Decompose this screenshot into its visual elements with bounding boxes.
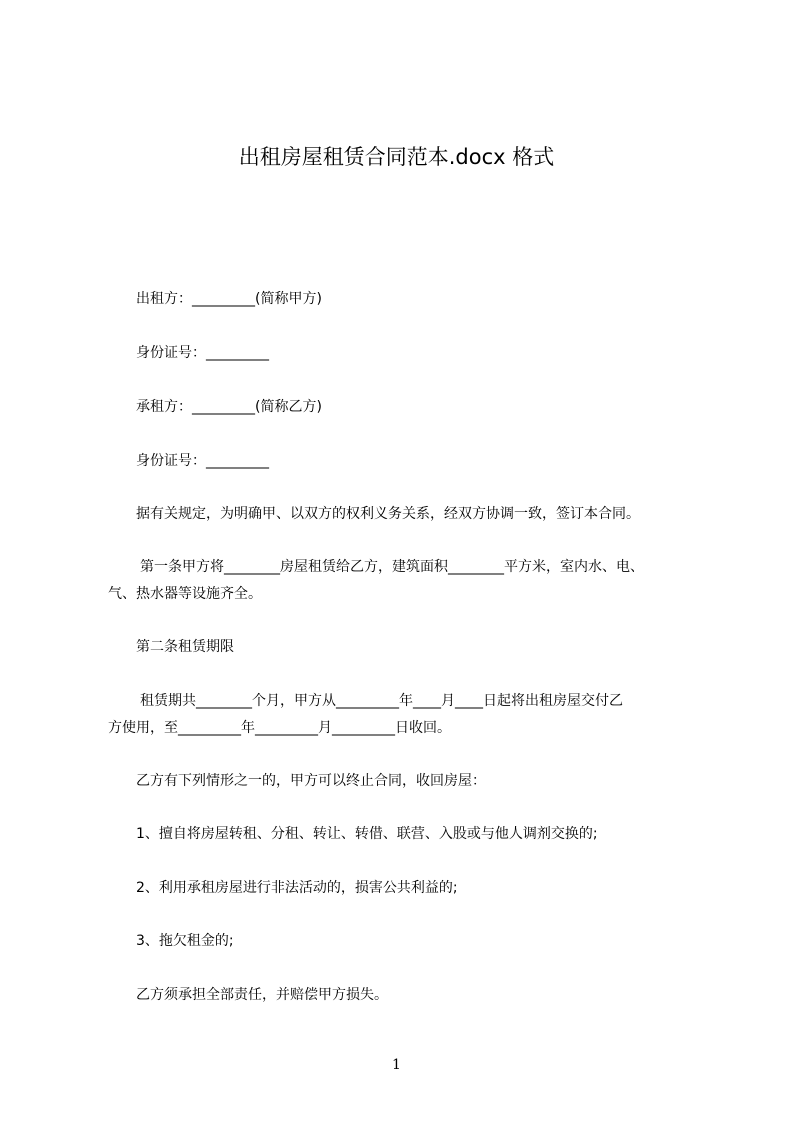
lessor-id-line — [108, 339, 708, 368]
document-title: 出租房屋租赁合同范本.docx 格式 — [238, 145, 555, 169]
clause-3 — [108, 927, 708, 956]
lessor-text: 出租方：_________(简称甲方) — [136, 291, 322, 307]
clause-2-text: 2、利用承租房屋进行非法活动的，损害公共利益的; — [136, 880, 458, 896]
lessee-text: 承租方：_________(简称乙方) — [136, 399, 322, 415]
lease-term-text-1: 租赁期共________个月，甲方从_________年____月____日起将出租房屋交付乙 — [140, 693, 623, 709]
lessor-id-text: 身份证号：_________ — [136, 345, 269, 361]
page-number: 1 — [392, 1057, 401, 1073]
clause-3-text: 3、拖欠租金的; — [136, 933, 234, 949]
article-one-line-1 — [108, 553, 708, 582]
lessee-id-line — [108, 447, 708, 476]
preamble-paragraph — [108, 500, 708, 529]
lessee-id-text: 身份证号：_________ — [136, 453, 269, 469]
clause-1 — [108, 820, 708, 849]
lessee-line — [108, 393, 708, 422]
article-one-text-2: 气、热水器等设施齐全。 — [108, 586, 262, 602]
lease-term-text-2: 方使用，至_________年_________月_________日收回。 — [108, 720, 451, 736]
article-one-line-2 — [108, 580, 708, 609]
lessor-line — [108, 285, 708, 314]
preamble-text: 据有关规定，为明确甲、以双方的权利义务关系，经双方协调一致，签订本合同。 — [136, 506, 640, 522]
article-one-text-1: 第一条甲方将________房屋租赁给乙方，建筑面积________平方米，室内水、电、 — [140, 559, 644, 575]
lease-term-line-1 — [108, 687, 708, 716]
clause-1-text: 1、擅自将房屋转租、分租、转让、转借、联营、入股或与他人调剂交换的; — [136, 826, 598, 842]
termination-intro-text: 乙方有下列情形之一的，甲方可以终止合同，收回房屋： — [136, 773, 486, 789]
clause-2 — [108, 874, 708, 903]
article-two-heading — [108, 633, 708, 662]
liability-paragraph — [108, 981, 708, 1010]
article-two-heading-text: 第二条租赁期限 — [136, 639, 234, 655]
liability-text: 乙方须承担全部责任，并赔偿甲方损失。 — [136, 987, 388, 1003]
termination-intro — [108, 767, 708, 796]
lease-term-line-2 — [108, 714, 708, 743]
